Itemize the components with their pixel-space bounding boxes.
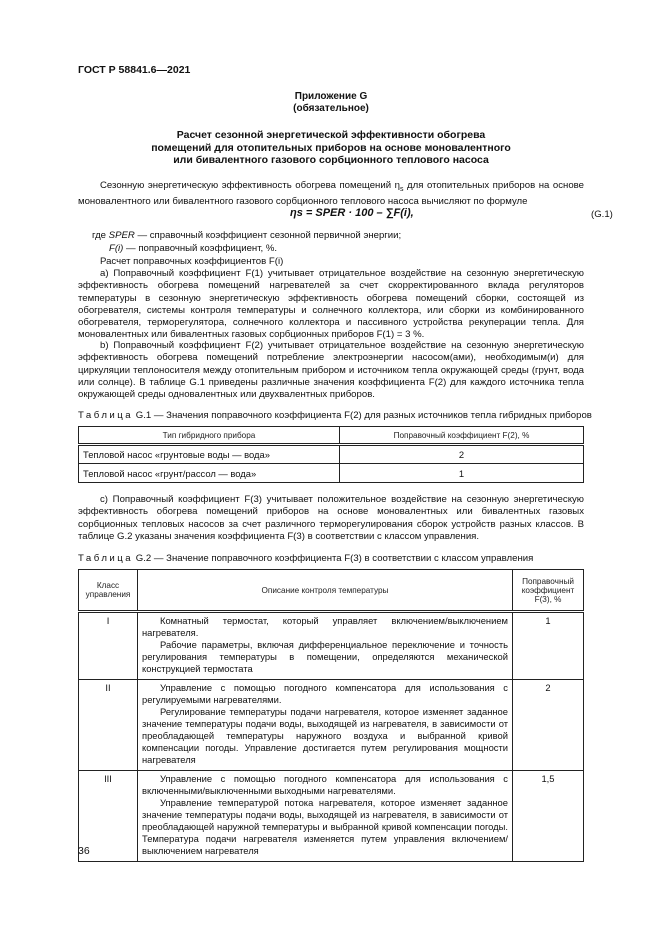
intro-text-cont: для отопительных приборов на основе моновалентного или бивалентного газового сорбционного теплового насоса вычисляют по формуле bbox=[78, 180, 584, 208]
section-title-line: помещений для отопительных приборов на основе моновалентного bbox=[151, 141, 511, 154]
desc-para: Комнатный термостат, который управляет включением/выключением нагревателя. bbox=[142, 615, 508, 638]
table1-caption bbox=[78, 410, 592, 421]
table-header-cell: Класс управления bbox=[79, 570, 138, 612]
def-text: — справочный коэффициент сезонной первичной энергии; bbox=[134, 230, 402, 241]
document-header: ГОСТ Р 58841.6—2021 bbox=[78, 64, 191, 76]
table-cell-class: III bbox=[79, 771, 138, 862]
table-cell-desc bbox=[138, 771, 513, 862]
table-g1 bbox=[78, 426, 584, 483]
table-cell: Тепловой насос «грунтовые воды — вода» bbox=[79, 445, 340, 464]
table-header-cell: Поправочный коэффициент F(2), % bbox=[340, 427, 584, 445]
def-text: — поправочный коэффициент, %. bbox=[123, 242, 278, 254]
table-row bbox=[79, 464, 584, 483]
section-title bbox=[78, 129, 584, 167]
paragraph-c: c) Поправочный коэффициент F(3) учитывает положительное воздействие на сезонную энергетическую эффективность обогрева помещений приборов на основе моновалентных или бивалентных газовых сорбционных тепловых насосов за счет различного терморегулирования сборок устройств разных классов. В таблице G.2 указаны значения коэффициента F(3) в соответствии с классом управления. bbox=[78, 494, 584, 542]
caption-label: Таблица bbox=[78, 410, 134, 421]
paragraph-calc: Расчет поправочных коэффициентов F(i) bbox=[100, 256, 284, 267]
table-g2 bbox=[78, 569, 584, 862]
table-cell: 1 bbox=[340, 464, 584, 483]
definitions bbox=[92, 230, 401, 255]
appendix-title: Приложение G bbox=[294, 91, 368, 102]
def-term: SPER bbox=[108, 230, 135, 241]
table-cell-value: 1,5 bbox=[513, 771, 584, 862]
caption-text: G.2 — Значение поправочного коэффициента F(3) в соответствии с классом управления bbox=[133, 553, 534, 564]
table-cell-class: II bbox=[79, 680, 138, 771]
intro-subscript: s bbox=[399, 185, 404, 193]
desc-para: Регулирование температуры подачи нагревателя, которое изменяет заданное значение температуры подачи воды, выходящей из нагревателя, в зависимости от преобладающей температуры наружного воздуха и выбранной кривой компенсации погоды. Управление достигается путем регулирования мощности нагревателя bbox=[142, 706, 508, 765]
table2-caption bbox=[78, 553, 533, 564]
table-cell-desc bbox=[138, 680, 513, 771]
table-header-row bbox=[79, 427, 584, 445]
table-row bbox=[79, 771, 584, 862]
paragraph-b: b) Поправочный коэффициент F(2) учитывает отрицательное воздействие на сезонную энергетическую эффективность обогрева помещений потребление электроэнергии насосом(ами), необходимым(и) для циркуляции теплоносителя между отопительным прибором и источником тепла окружающей среды (грунт, вода или солнце). В таблице G.1 приведены различные значения коэффициента F(2) для каждого источника тепла окружающей среды одновалентных или двухвалентных приборов. bbox=[78, 340, 584, 401]
definition-sper bbox=[92, 230, 401, 243]
table-row bbox=[79, 612, 584, 680]
table-header-cell: Описание контроля температуры bbox=[138, 570, 513, 612]
table-header-row bbox=[79, 570, 584, 612]
table-cell: Тепловой насос «грунт/рассол — вода» bbox=[79, 464, 340, 483]
def-prefix: где bbox=[92, 230, 109, 241]
desc-para: Рабочие параметры, включая дифференциальное переключение и точность регулирования температуры в помещении, определяются механической конструкцией термостата bbox=[142, 639, 508, 674]
table-cell-value: 2 bbox=[513, 680, 584, 771]
def-term: F(i) bbox=[109, 242, 124, 254]
table-cell: 2 bbox=[340, 445, 584, 464]
table-cell-value: 1 bbox=[513, 612, 584, 680]
table-header-cell: Тип гибридного прибора bbox=[79, 427, 340, 445]
table-cell-class: I bbox=[79, 612, 138, 680]
intro-paragraph bbox=[78, 180, 584, 209]
page-number: 36 bbox=[78, 845, 90, 857]
desc-para: Управление с помощью погодного компенсатора для использования с включенными/выключенными выходными нагревателями. bbox=[142, 773, 508, 796]
desc-para: Управление температурой потока нагревателя, которое изменяет заданное значение температуры подачи воды, выходящей из нагревателя, в зависимости от преобладающей наружной температуры и выбранной кривой компенсации погоды. Температура подачи нагревателя изменяется путем управления включением/выключением нагревателя bbox=[142, 797, 508, 856]
section-title-line: или бивалентного газового сорбционного теплового насоса bbox=[173, 154, 489, 167]
intro-text: Сезонную энергетическую эффективность обогрева помещений η bbox=[100, 180, 400, 191]
caption-text: G.1 — Значения поправочного коэффициента F(2) для разных источников тепла гибридных приборов bbox=[133, 410, 592, 421]
section-title-line: Расчет сезонной энергетической эффективности обогрева bbox=[176, 129, 486, 141]
formula-number: (G.1) bbox=[591, 209, 613, 220]
caption-label: Таблица bbox=[78, 553, 134, 564]
formula: ηs = SPER · 100 – ∑F(i), bbox=[290, 207, 414, 219]
paragraph-a: a) Поправочный коэффициент F(1) учитывает отрицательное воздействие на сезонную энергетическую эффективность обогрева помещений нагревателей за счет скорректированного вклада регуляторов температуры в сезонную энергетическую эффективность обогрева помещений сборки, состоящей из обогревателя, системы контроля температуры и солнечного коллектора, или сборки из комбинированного обогревателя, терморегулятора, солнечного коллектора и пассивного устройства рекуперации тепла. Для моновалентных или бивалентных газовых сорбционных приборов F(1) = 3 %. bbox=[78, 268, 584, 341]
definition-fi bbox=[92, 243, 401, 256]
table-row bbox=[79, 445, 584, 464]
appendix-subtitle: (обязательное) bbox=[293, 103, 369, 114]
desc-para: Управление с помощью погодного компенсатора для использования с регулируемыми нагревателями. bbox=[142, 682, 508, 705]
table-row bbox=[79, 680, 584, 771]
table-header-cell: Поправочный коэффициент F(3), % bbox=[513, 570, 584, 612]
table-cell-desc bbox=[138, 612, 513, 680]
